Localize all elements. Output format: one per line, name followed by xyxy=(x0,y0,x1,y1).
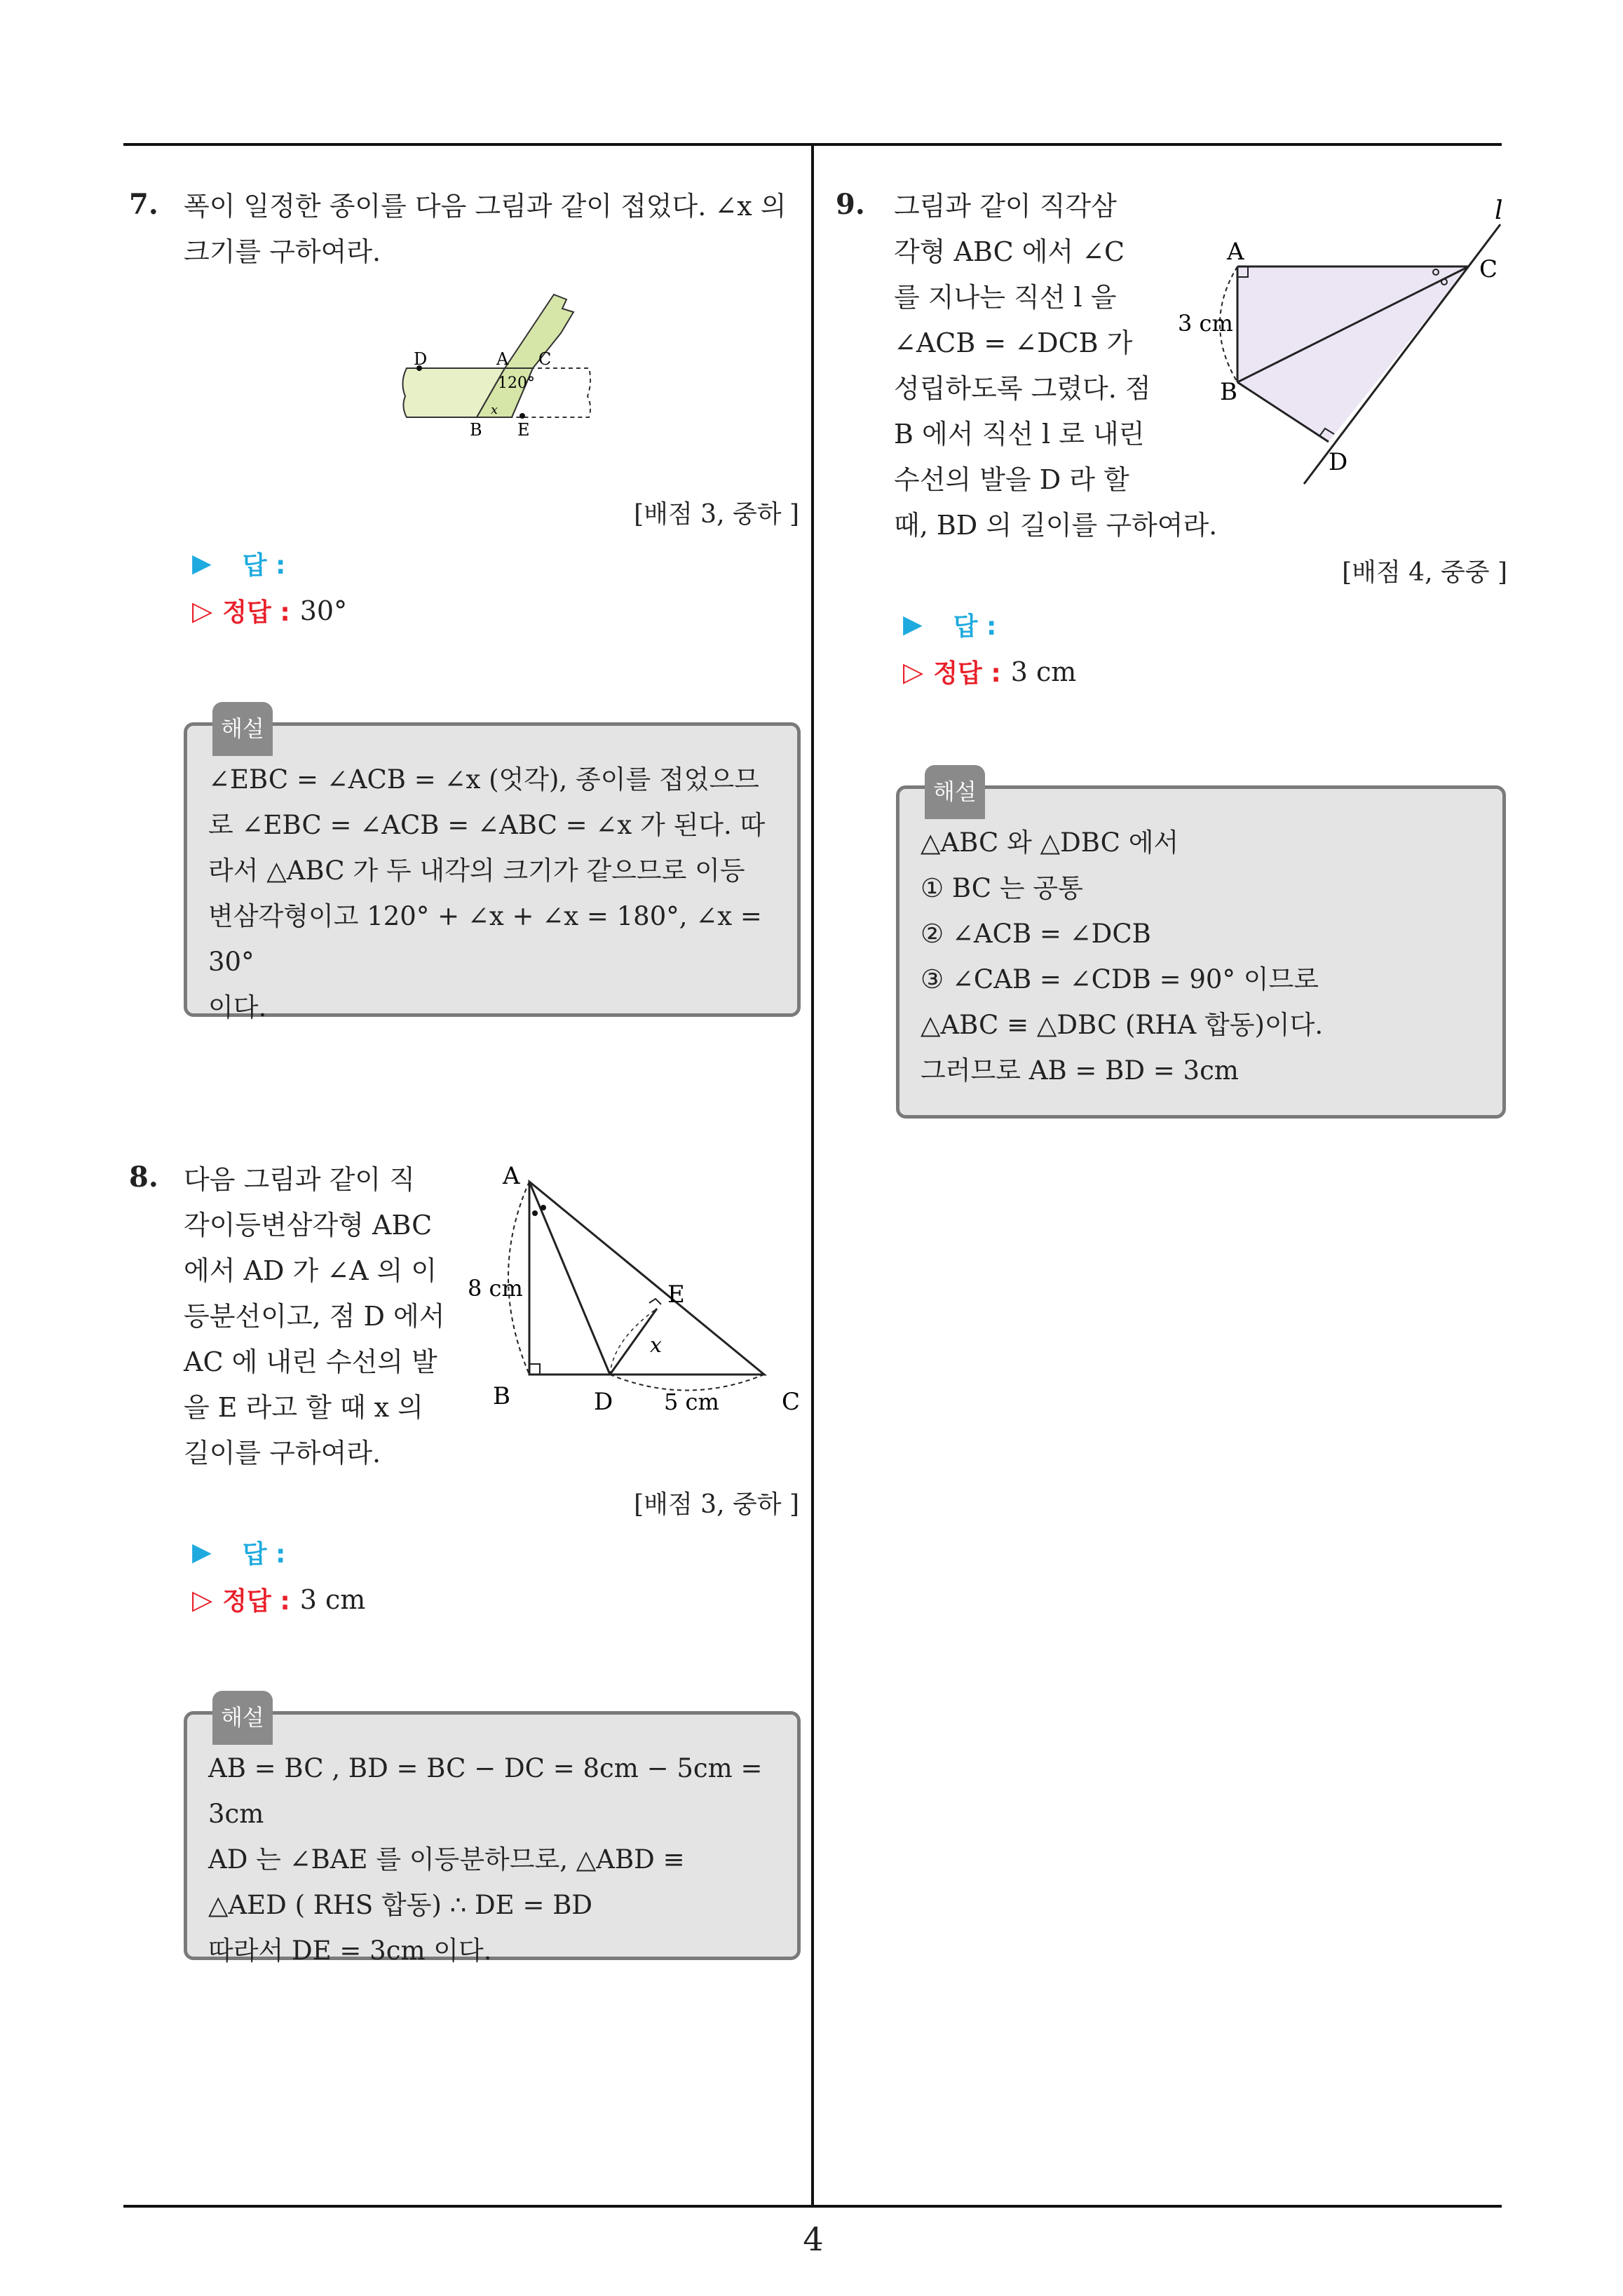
q9-fig-label-b: B xyxy=(1220,378,1237,406)
q7-number: 7. xyxy=(129,188,158,221)
q9-fig-label-l: l xyxy=(1495,196,1503,225)
q8-correct-row xyxy=(192,1581,365,1617)
q9-score: [배점 4, 중중 ] xyxy=(1342,558,1507,587)
q7-explain-line: 로 ∠EBC = ∠ACB = ∠ABC = ∠x 가 된다. 따 xyxy=(208,810,766,840)
q8-text-line: 에서 AD 가 ∠A 의 이 xyxy=(184,1255,437,1286)
q8-text-line: 다음 그림과 같이 직 xyxy=(184,1164,415,1195)
q9-fig-label-d: D xyxy=(1329,448,1348,476)
q7-answer-play-icon: ▶ xyxy=(192,549,212,578)
q9-text-line: B 에서 직선 l 로 내린 xyxy=(894,419,1145,450)
q8-text-line: 각이등변삼각형 ABC xyxy=(184,1210,433,1241)
q9-explanation-box xyxy=(896,778,1506,1119)
q8-fig-label-b: B xyxy=(493,1382,510,1410)
q9-text-line: 때, BD 의 길이를 구하여라. xyxy=(894,510,1218,541)
q7-fig-label-angle: 120° xyxy=(498,374,535,392)
q9-explain-line: ① BC 는 공통 xyxy=(921,873,1083,903)
q7-explanation-box xyxy=(184,715,801,1022)
q9-text-line: 각형 ABC 에서 ∠C xyxy=(894,236,1125,267)
q7-fig-label-a: A xyxy=(496,349,509,369)
q9-explain-line: △ABC ≡ △DBC (RHA 합동)이다. xyxy=(921,1010,1324,1040)
q7-answer-row xyxy=(192,546,285,581)
q7-explanation-tag: 해설 xyxy=(212,702,273,756)
q7-explain-line: ∠EBC = ∠ACB = ∠x (엇각), 종이를 접었으므 xyxy=(208,764,759,795)
q8-fig-label-d: D xyxy=(594,1388,613,1416)
q8-question xyxy=(184,1157,450,1476)
q8-correct-label: 정답 : xyxy=(222,1587,290,1616)
q9-fig-label-a: A xyxy=(1227,238,1244,266)
q8-text-line: 등분선이고, 점 D 에서 xyxy=(184,1301,445,1332)
q7-correct-value: 30° xyxy=(299,595,348,626)
q9-explain-line: ② ∠ACB = ∠DCB xyxy=(921,919,1151,949)
q8-fig-label-len-dc: 5 cm xyxy=(664,1389,719,1415)
q9-explain-line: 그러므로 AB = BD = 3cm xyxy=(921,1055,1239,1086)
q8-answer-label: 답 : xyxy=(242,1540,286,1569)
q7-text-line1: 폭이 일정한 종이를 다음 그림과 같이 접었다. ∠x 의 xyxy=(184,191,787,222)
q9-correct-triangle-icon: ▷ xyxy=(903,656,924,687)
q9-text-line: ∠ACB = ∠DCB 가 xyxy=(894,327,1133,358)
q7-fig-label-e: E xyxy=(517,420,530,440)
q9-answer-label: 답 : xyxy=(953,612,997,641)
q7-fig-label-c: C xyxy=(538,349,552,369)
q8-fig-label-a: A xyxy=(503,1164,520,1190)
q7-fig-label-d: D xyxy=(414,349,428,369)
q8-explain-line: AD 는 ∠BAE 를 이등분하므로, △ABD ≡ xyxy=(208,1844,685,1875)
q8-correct-value: 3 cm xyxy=(299,1583,366,1615)
q9-correct-row xyxy=(903,654,1076,689)
q8-fig-label-len-ab: 8 cm xyxy=(468,1275,523,1302)
q8-fig-label-c: C xyxy=(782,1388,801,1416)
q7-answer-label: 답 : xyxy=(242,551,286,580)
q8-score: [배점 3, 중하 ] xyxy=(634,1490,799,1519)
q7-score: [배점 3, 중하 ] xyxy=(634,500,799,529)
q9-fig-label-len-ab: 3 cm xyxy=(1178,310,1233,337)
q8-number: 8. xyxy=(129,1161,158,1194)
q9-answer-row xyxy=(903,607,996,642)
q9-fig-label-c: C xyxy=(1479,255,1498,283)
q8-answer-row xyxy=(192,1534,285,1570)
q8-fig-label-e: E xyxy=(667,1281,685,1309)
q7-text-line2: 크기를 구하여라. xyxy=(184,236,381,267)
q7-explain-line: 변삼각형이고 120° + ∠x + ∠x = 180°, ∠x = 30° xyxy=(208,901,762,977)
q8-explanation-tag: 해설 xyxy=(212,1691,273,1745)
page-number: 4 xyxy=(803,2220,824,2258)
q9-answer-play-icon: ▶ xyxy=(903,610,923,639)
q8-explanation-box xyxy=(184,1704,801,1966)
q9-text-line: 그림과 같이 직각삼 xyxy=(894,191,1117,222)
q7-question xyxy=(184,184,801,275)
q8-answer-play-icon: ▶ xyxy=(192,1538,212,1567)
q9-text-line: 를 지나는 직선 l 을 xyxy=(894,282,1117,313)
q7-figure xyxy=(393,291,596,445)
q7-explain-line: 라서 △ABC 가 두 내각의 크기가 같으므로 이등 xyxy=(208,856,745,886)
q7-correct-row xyxy=(192,593,347,628)
q9-figure xyxy=(1171,189,1521,498)
q9-number: 9. xyxy=(836,188,865,221)
q8-text-line: 길이를 구하여라. xyxy=(184,1438,381,1468)
q8-explain-line: 따라서 DE = 3cm 이다. xyxy=(208,1936,492,1966)
q8-text-line: 을 E 라고 할 때 x 의 xyxy=(184,1392,423,1423)
q8-text-line: AC 에 내린 수선의 발 xyxy=(184,1346,437,1377)
q8-fig-label-x: x xyxy=(650,1333,662,1358)
column-divider xyxy=(811,143,814,2208)
q9-correct-value: 3 cm xyxy=(1010,656,1077,687)
q9-explanation-tag: 해설 xyxy=(925,765,985,819)
q9-explain-line: △ABC 와 △DBC 에서 xyxy=(921,828,1179,858)
q7-correct-triangle-icon: ▷ xyxy=(192,595,213,626)
q8-figure xyxy=(459,1164,810,1424)
q9-text-line: 수선의 발을 D 라 할 xyxy=(894,464,1129,495)
q8-explain-line: △AED ( RHS 합동) ∴ DE = BD xyxy=(208,1890,593,1920)
q8-explain-line: AB = BC , BD = BC − DC = 8cm − 5cm = 3cm xyxy=(208,1753,763,1829)
bottom-rule xyxy=(123,2205,1502,2208)
q7-correct-label: 정답 : xyxy=(222,598,290,627)
q7-fig-label-x: x xyxy=(491,403,498,417)
q9-explain-line: ③ ∠CAB = ∠CDB = 90° 이므로 xyxy=(921,964,1319,994)
q8-correct-triangle-icon: ▷ xyxy=(192,1583,213,1615)
q7-fig-label-b: B xyxy=(470,420,482,440)
q7-explain-line: 이다. xyxy=(208,992,267,1022)
q9-text-line: 성립하도록 그렸다. 점 xyxy=(894,373,1151,404)
q9-correct-label: 정답 : xyxy=(933,659,1001,688)
